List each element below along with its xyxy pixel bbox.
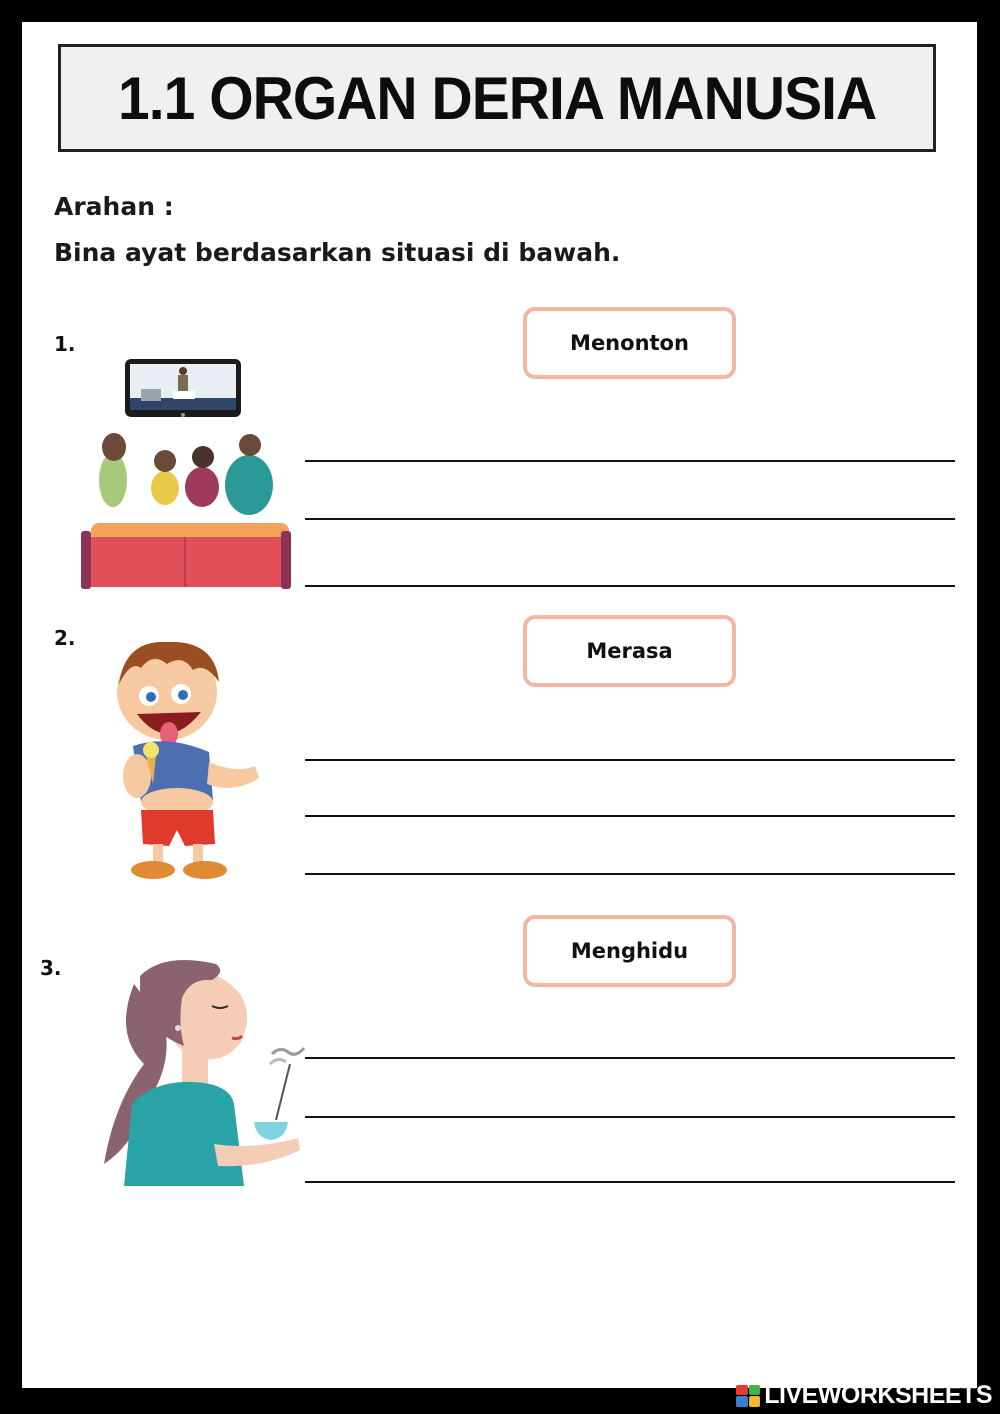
item-2-number: 2. xyxy=(54,626,76,650)
item-2-keyword-box xyxy=(523,615,736,687)
item-3-keyword-box xyxy=(523,915,736,987)
item-2-keyword: Merasa xyxy=(586,639,673,663)
item-3-number: 3. xyxy=(40,956,62,980)
instructions-text: Bina ayat berdasarkan situasi di bawah. xyxy=(54,238,621,267)
item-2-answer-line-1[interactable] xyxy=(305,759,955,761)
page-title: 1.1 ORGAN DERIA MANUSIA xyxy=(117,64,877,132)
item-1-answer-line-1[interactable] xyxy=(305,460,955,462)
liveworksheets-watermark xyxy=(736,1381,992,1410)
item-3-keyword: Menghidu xyxy=(570,939,689,963)
watermark-text: LIVEWORKSHEETS xyxy=(764,1381,992,1409)
item-3-answer-line-2[interactable] xyxy=(305,1116,955,1118)
item-1-keyword-box xyxy=(523,307,736,379)
worksheet-page xyxy=(22,22,977,1388)
boy-eating-ice-cream-illustration xyxy=(97,634,267,884)
title-box xyxy=(58,44,936,152)
item-2-answer-line-3[interactable] xyxy=(305,873,955,875)
item-3-answer-line-3[interactable] xyxy=(305,1181,955,1183)
item-1-number: 1. xyxy=(54,332,76,356)
item-1-answer-line-2[interactable] xyxy=(305,518,955,520)
family-watching-tv-illustration xyxy=(77,355,292,590)
item-1-answer-line-3[interactable] xyxy=(305,585,955,587)
item-2-answer-line-2[interactable] xyxy=(305,815,955,817)
woman-smelling-drink-illustration xyxy=(94,954,309,1186)
liveworksheets-logo-icon xyxy=(736,1385,760,1407)
item-3-answer-line-1[interactable] xyxy=(305,1057,955,1059)
item-1-keyword: Menonton xyxy=(570,331,689,355)
instructions-label: Arahan : xyxy=(54,192,174,221)
